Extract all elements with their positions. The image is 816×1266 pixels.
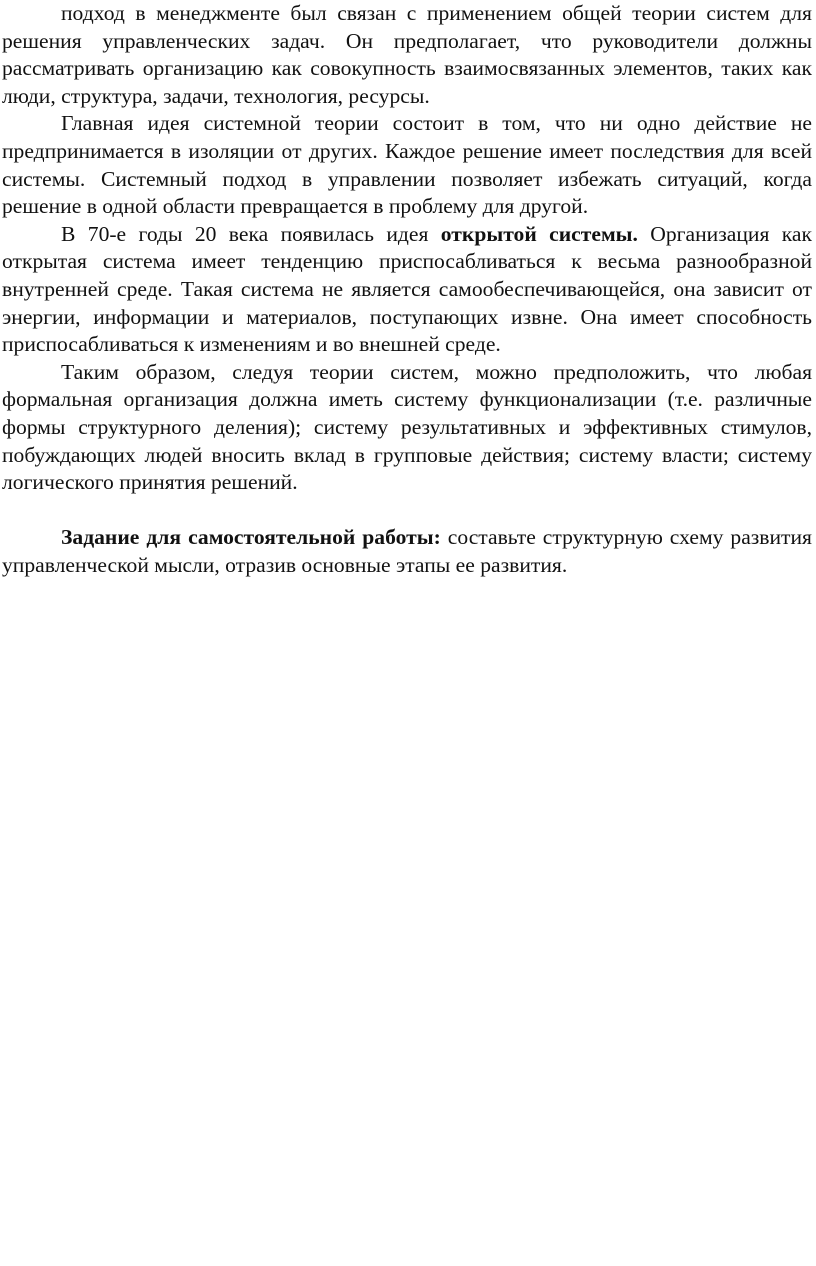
task-paragraph	[2, 524, 812, 579]
paragraph-open-system	[2, 221, 812, 359]
paragraph-main-idea: Главная идея системной теории состоит в том, что ни одно действие не предпринимается в изоляции от других. Каждое решение имеет последствия для всей системы. Системный подход в управлении позволяет избежать ситуаций, когда решение в одной области превращается в проблему для другой.	[2, 111, 812, 219]
open-system-intro: В 70-е годы 20 века появилась идея	[61, 221, 441, 246]
paragraph-conclusion: Таким образом, следуя теории систем, можно предположить, что любая формальная организация должна иметь систему функционализации (т.е. различные формы структурного деления); систему результативных и эффективных стимулов, побуждающих людей вносить вклад в групповые действия; систему власти; систему логического принятия решений.	[2, 359, 812, 495]
task-label: Задание для самостоятельной работы:	[61, 525, 441, 550]
task-text: составьте структурную схему развития управленческой мысли, отразив основные этапы ее развития.	[2, 525, 812, 577]
blank-line	[2, 497, 812, 525]
open-system-term: открытой системы.	[440, 221, 638, 246]
open-system-body: Организация как открытая система имеет тенденцию приспосабливаться к весьма разнообразной внутренней среде. Такая система не является самообеспечивающейся, она зависит от энергии, информации и материалов, поступающих извне. Она имеет способность приспосабливаться к изменениям и во внешней среде.	[2, 221, 812, 357]
document-page	[2, 0, 812, 579]
paragraph-systems-approach: подход в менеджменте был связан с применением общей теории систем для решения управленческих задач. Он предполагает, что руководители должны рассматривать организацию как совокупность взаимосвязанных элементов, таких как люди, структура, задачи, технология, ресурсы.	[2, 1, 812, 108]
